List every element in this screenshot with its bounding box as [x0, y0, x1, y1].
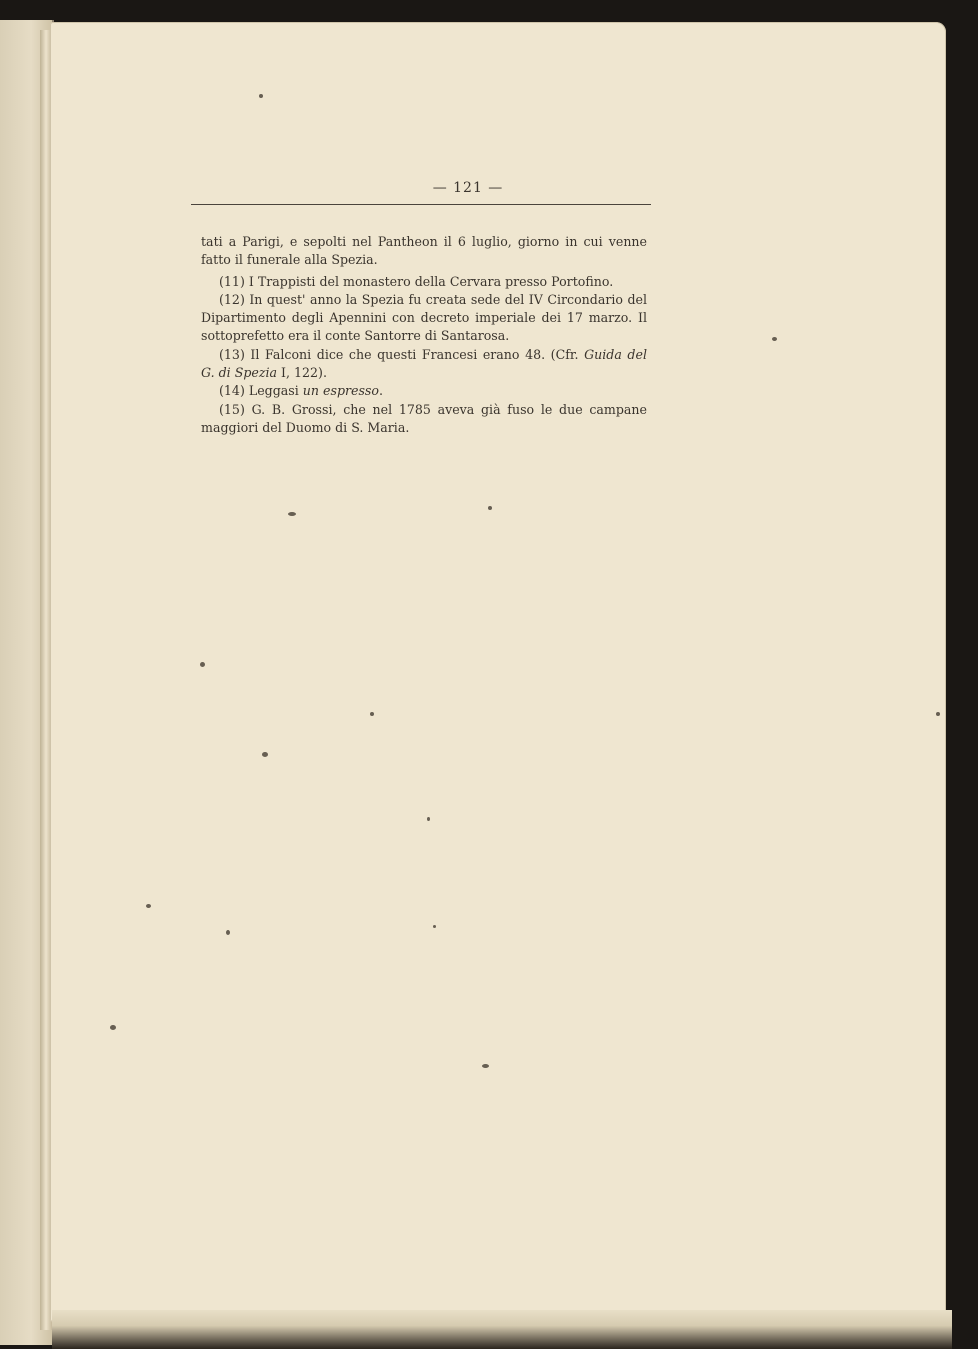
- footnote-13: [201, 346, 647, 383]
- scan-speck: [427, 817, 430, 821]
- scan-speck: [936, 712, 940, 716]
- scan-speck: [259, 94, 263, 98]
- footnote-continuation: tati a Parigi, e sepolti nel Pantheon il 6 luglio, giorno in cui venne fatto il funerale alla Spezia.: [201, 234, 647, 268]
- scan-speck: [488, 506, 492, 510]
- footnote-12: (12) In quest' anno la Spezia fu creata sede del IV Circondario del Dipartimento degli Apennini con decreto imperiale dei 17 marzo. Il sottoprefetto era il conte Santorre di Santarosa.: [201, 291, 647, 344]
- footnote-14-text: (14) Leggasi: [219, 383, 303, 399]
- footnote-14-end: .: [378, 383, 383, 399]
- page-bottom-edge: [52, 1310, 952, 1349]
- footnote-13-text: (13) Il Falconi dice che questi Francesi erano 48. (Cfr.: [219, 346, 585, 362]
- scan-speck: [110, 1025, 116, 1030]
- book-page: [50, 22, 946, 1322]
- page-number: — 121 —: [432, 180, 504, 196]
- scan-speck: [482, 1064, 489, 1068]
- scan-speck: [772, 337, 777, 341]
- scan-speck: [200, 662, 205, 667]
- scan-speck: [146, 904, 151, 908]
- scan-speck: [288, 512, 296, 516]
- footnote-13-title: Guida del G. di Spezia: [201, 346, 647, 381]
- footnote-11: (11) I Trappisti del monastero della Cervara presso Portofino.: [219, 273, 614, 289]
- footnotes: [201, 233, 647, 437]
- scan-speck: [226, 930, 230, 935]
- footnote-13-ref: I, 122).: [277, 365, 327, 381]
- footnote-14: [201, 382, 647, 400]
- scan-speck: [370, 712, 374, 716]
- scan-speck: [262, 752, 268, 757]
- footnote-15: (15) G. B. Grossi, che nel 1785 aveva già fuso le due campane maggiori del Duomo di S. Maria.: [201, 401, 647, 435]
- header-rule: [191, 204, 651, 205]
- scan-speck: [433, 925, 436, 928]
- footnote-14-italic: un espresso: [302, 383, 379, 399]
